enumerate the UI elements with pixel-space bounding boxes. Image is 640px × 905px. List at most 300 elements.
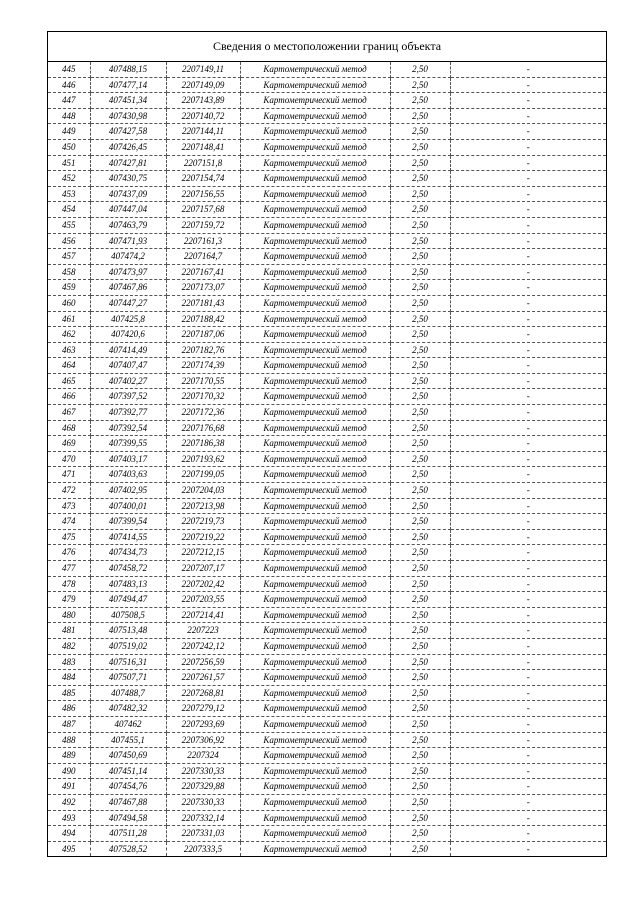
method-cell: Картометрический метод bbox=[240, 654, 390, 670]
note-cell: - bbox=[450, 420, 606, 436]
precision-cell: 2,50 bbox=[390, 420, 450, 436]
point-number-cell: 480 bbox=[48, 607, 90, 623]
boundary-sheet bbox=[47, 31, 607, 857]
method-cell: Картометрический метод bbox=[240, 62, 390, 77]
table-row bbox=[48, 233, 606, 249]
method-cell: Картометрический метод bbox=[240, 451, 390, 467]
point-number-cell: 458 bbox=[48, 264, 90, 280]
precision-cell: 2,50 bbox=[390, 202, 450, 218]
table-row bbox=[48, 810, 606, 826]
coord-y-cell: 2207330,33 bbox=[166, 763, 240, 779]
coord-y-cell: 2207332,14 bbox=[166, 810, 240, 826]
point-number-cell: 471 bbox=[48, 467, 90, 483]
table-row bbox=[48, 716, 606, 732]
coord-y-cell: 2207202,42 bbox=[166, 576, 240, 592]
method-cell: Картометрический метод bbox=[240, 826, 390, 842]
coord-x-cell: 407471,93 bbox=[90, 233, 166, 249]
coord-y-cell: 2207306,92 bbox=[166, 732, 240, 748]
point-number-cell: 445 bbox=[48, 62, 90, 77]
method-cell: Картометрический метод bbox=[240, 217, 390, 233]
method-cell: Картометрический метод bbox=[240, 685, 390, 701]
coord-x-cell: 407528,52 bbox=[90, 841, 166, 856]
note-cell: - bbox=[450, 638, 606, 654]
note-cell: - bbox=[450, 358, 606, 374]
note-cell: - bbox=[450, 233, 606, 249]
point-number-cell: 454 bbox=[48, 202, 90, 218]
point-number-cell: 450 bbox=[48, 139, 90, 155]
coord-x-cell: 407451,14 bbox=[90, 763, 166, 779]
method-cell: Картометрический метод bbox=[240, 358, 390, 374]
method-cell: Картометрический метод bbox=[240, 436, 390, 452]
coord-x-cell: 407462 bbox=[90, 716, 166, 732]
coord-y-cell: 2207182,76 bbox=[166, 342, 240, 358]
method-cell: Картометрический метод bbox=[240, 202, 390, 218]
method-cell: Картометрический метод bbox=[240, 514, 390, 530]
table-row bbox=[48, 685, 606, 701]
note-cell: - bbox=[450, 701, 606, 717]
note-cell: - bbox=[450, 108, 606, 124]
coord-y-cell: 2207173,07 bbox=[166, 280, 240, 296]
precision-cell: 2,50 bbox=[390, 436, 450, 452]
coord-x-cell: 407402,27 bbox=[90, 373, 166, 389]
precision-cell: 2,50 bbox=[390, 592, 450, 608]
precision-cell: 2,50 bbox=[390, 810, 450, 826]
coord-y-cell: 2207151,8 bbox=[166, 155, 240, 171]
precision-cell: 2,50 bbox=[390, 498, 450, 514]
table-row bbox=[48, 311, 606, 327]
coord-x-cell: 407399,54 bbox=[90, 514, 166, 530]
coord-x-cell: 407447,04 bbox=[90, 202, 166, 218]
table-row bbox=[48, 373, 606, 389]
table-row bbox=[48, 794, 606, 810]
table-row bbox=[48, 327, 606, 343]
note-cell: - bbox=[450, 592, 606, 608]
note-cell: - bbox=[450, 623, 606, 639]
point-number-cell: 449 bbox=[48, 124, 90, 140]
method-cell: Картометрический метод bbox=[240, 249, 390, 265]
note-cell: - bbox=[450, 264, 606, 280]
precision-cell: 2,50 bbox=[390, 264, 450, 280]
table-row bbox=[48, 623, 606, 639]
note-cell: - bbox=[450, 373, 606, 389]
point-number-cell: 475 bbox=[48, 529, 90, 545]
coord-x-cell: 407447,27 bbox=[90, 295, 166, 311]
precision-cell: 2,50 bbox=[390, 483, 450, 499]
point-number-cell: 482 bbox=[48, 638, 90, 654]
coord-y-cell: 2207333,5 bbox=[166, 841, 240, 856]
point-number-cell: 478 bbox=[48, 576, 90, 592]
note-cell: - bbox=[450, 498, 606, 514]
coord-y-cell: 2207164,7 bbox=[166, 249, 240, 265]
note-cell: - bbox=[450, 217, 606, 233]
note-cell: - bbox=[450, 794, 606, 810]
table-row bbox=[48, 545, 606, 561]
table-row bbox=[48, 420, 606, 436]
coord-x-cell: 407403,17 bbox=[90, 451, 166, 467]
coord-y-cell: 2207143,89 bbox=[166, 93, 240, 109]
table-row bbox=[48, 732, 606, 748]
point-number-cell: 466 bbox=[48, 389, 90, 405]
table-row bbox=[48, 124, 606, 140]
note-cell: - bbox=[450, 311, 606, 327]
table-row bbox=[48, 779, 606, 795]
point-number-cell: 481 bbox=[48, 623, 90, 639]
note-cell: - bbox=[450, 93, 606, 109]
table-row bbox=[48, 561, 606, 577]
coord-x-cell: 407426,45 bbox=[90, 139, 166, 155]
note-cell: - bbox=[450, 763, 606, 779]
precision-cell: 2,50 bbox=[390, 763, 450, 779]
coord-y-cell: 2207268,81 bbox=[166, 685, 240, 701]
precision-cell: 2,50 bbox=[390, 654, 450, 670]
coord-x-cell: 407474,2 bbox=[90, 249, 166, 265]
note-cell: - bbox=[450, 654, 606, 670]
coord-y-cell: 2207330,33 bbox=[166, 794, 240, 810]
table-row bbox=[48, 108, 606, 124]
precision-cell: 2,50 bbox=[390, 108, 450, 124]
note-cell: - bbox=[450, 249, 606, 265]
coord-x-cell: 407450,69 bbox=[90, 748, 166, 764]
coord-y-cell: 2207187,06 bbox=[166, 327, 240, 343]
coord-x-cell: 407458,72 bbox=[90, 561, 166, 577]
method-cell: Картометрический метод bbox=[240, 467, 390, 483]
point-number-cell: 483 bbox=[48, 654, 90, 670]
point-number-cell: 477 bbox=[48, 561, 90, 577]
precision-cell: 2,50 bbox=[390, 451, 450, 467]
point-number-cell: 455 bbox=[48, 217, 90, 233]
note-cell: - bbox=[450, 716, 606, 732]
table-row bbox=[48, 264, 606, 280]
coord-x-cell: 407434,73 bbox=[90, 545, 166, 561]
coord-y-cell: 2207149,09 bbox=[166, 77, 240, 93]
table-row bbox=[48, 295, 606, 311]
point-number-cell: 494 bbox=[48, 826, 90, 842]
coord-y-cell: 2207223 bbox=[166, 623, 240, 639]
point-number-cell: 473 bbox=[48, 498, 90, 514]
note-cell: - bbox=[450, 607, 606, 623]
precision-cell: 2,50 bbox=[390, 467, 450, 483]
table-row bbox=[48, 826, 606, 842]
coord-x-cell: 407473,97 bbox=[90, 264, 166, 280]
point-number-cell: 448 bbox=[48, 108, 90, 124]
point-number-cell: 474 bbox=[48, 514, 90, 530]
precision-cell: 2,50 bbox=[390, 576, 450, 592]
method-cell: Картометрический метод bbox=[240, 607, 390, 623]
point-number-cell: 467 bbox=[48, 405, 90, 421]
note-cell: - bbox=[450, 841, 606, 856]
table-row bbox=[48, 436, 606, 452]
coord-x-cell: 407414,55 bbox=[90, 529, 166, 545]
note-cell: - bbox=[450, 576, 606, 592]
table-row bbox=[48, 592, 606, 608]
point-number-cell: 469 bbox=[48, 436, 90, 452]
coord-x-cell: 407392,54 bbox=[90, 420, 166, 436]
table-row bbox=[48, 139, 606, 155]
note-cell: - bbox=[450, 436, 606, 452]
method-cell: Картометрический метод bbox=[240, 748, 390, 764]
coord-x-cell: 407488,15 bbox=[90, 62, 166, 77]
coord-y-cell: 2207186,38 bbox=[166, 436, 240, 452]
precision-cell: 2,50 bbox=[390, 732, 450, 748]
point-number-cell: 485 bbox=[48, 685, 90, 701]
method-cell: Картометрический метод bbox=[240, 171, 390, 187]
note-cell: - bbox=[450, 155, 606, 171]
note-cell: - bbox=[450, 779, 606, 795]
coord-x-cell: 407516,31 bbox=[90, 654, 166, 670]
coord-y-cell: 2207293,69 bbox=[166, 716, 240, 732]
note-cell: - bbox=[450, 405, 606, 421]
method-cell: Картометрический метод bbox=[240, 701, 390, 717]
coord-x-cell: 407507,71 bbox=[90, 670, 166, 686]
point-number-cell: 491 bbox=[48, 779, 90, 795]
table-row bbox=[48, 748, 606, 764]
coord-y-cell: 2207170,32 bbox=[166, 389, 240, 405]
note-cell: - bbox=[450, 561, 606, 577]
point-number-cell: 457 bbox=[48, 249, 90, 265]
point-number-cell: 465 bbox=[48, 373, 90, 389]
coord-y-cell: 2207329,88 bbox=[166, 779, 240, 795]
point-number-cell: 452 bbox=[48, 171, 90, 187]
precision-cell: 2,50 bbox=[390, 405, 450, 421]
point-number-cell: 490 bbox=[48, 763, 90, 779]
coord-x-cell: 407451,34 bbox=[90, 93, 166, 109]
precision-cell: 2,50 bbox=[390, 561, 450, 577]
coord-y-cell: 2207331,03 bbox=[166, 826, 240, 842]
table-row bbox=[48, 342, 606, 358]
point-number-cell: 484 bbox=[48, 670, 90, 686]
precision-cell: 2,50 bbox=[390, 607, 450, 623]
precision-cell: 2,50 bbox=[390, 249, 450, 265]
table-row bbox=[48, 576, 606, 592]
coord-y-cell: 2207176,68 bbox=[166, 420, 240, 436]
note-cell: - bbox=[450, 467, 606, 483]
method-cell: Картометрический метод bbox=[240, 311, 390, 327]
coord-x-cell: 407397,52 bbox=[90, 389, 166, 405]
table-row bbox=[48, 249, 606, 265]
method-cell: Картометрический метод bbox=[240, 264, 390, 280]
coord-x-cell: 407463,79 bbox=[90, 217, 166, 233]
coord-x-cell: 407477,14 bbox=[90, 77, 166, 93]
method-cell: Картометрический метод bbox=[240, 561, 390, 577]
precision-cell: 2,50 bbox=[390, 139, 450, 155]
precision-cell: 2,50 bbox=[390, 389, 450, 405]
point-number-cell: 460 bbox=[48, 295, 90, 311]
note-cell: - bbox=[450, 295, 606, 311]
precision-cell: 2,50 bbox=[390, 685, 450, 701]
precision-cell: 2,50 bbox=[390, 280, 450, 296]
method-cell: Картометрический метод bbox=[240, 841, 390, 856]
coord-y-cell: 2207181,43 bbox=[166, 295, 240, 311]
method-cell: Картометрический метод bbox=[240, 139, 390, 155]
point-number-cell: 479 bbox=[48, 592, 90, 608]
coord-x-cell: 407430,98 bbox=[90, 108, 166, 124]
coord-x-cell: 407399,55 bbox=[90, 436, 166, 452]
precision-cell: 2,50 bbox=[390, 233, 450, 249]
coord-x-cell: 407494,58 bbox=[90, 810, 166, 826]
coord-y-cell: 2207154,74 bbox=[166, 171, 240, 187]
table-row bbox=[48, 514, 606, 530]
note-cell: - bbox=[450, 529, 606, 545]
coord-y-cell: 2207144,11 bbox=[166, 124, 240, 140]
note-cell: - bbox=[450, 451, 606, 467]
coord-x-cell: 407403,63 bbox=[90, 467, 166, 483]
method-cell: Картометрический метод bbox=[240, 592, 390, 608]
method-cell: Картометрический метод bbox=[240, 373, 390, 389]
coordinates-table-body bbox=[48, 62, 606, 856]
precision-cell: 2,50 bbox=[390, 716, 450, 732]
coord-x-cell: 407454,76 bbox=[90, 779, 166, 795]
coord-y-cell: 2207261,57 bbox=[166, 670, 240, 686]
precision-cell: 2,50 bbox=[390, 93, 450, 109]
coord-x-cell: 407482,32 bbox=[90, 701, 166, 717]
coord-x-cell: 407414,49 bbox=[90, 342, 166, 358]
note-cell: - bbox=[450, 186, 606, 202]
coord-y-cell: 2207161,3 bbox=[166, 233, 240, 249]
precision-cell: 2,50 bbox=[390, 217, 450, 233]
precision-cell: 2,50 bbox=[390, 77, 450, 93]
point-number-cell: 492 bbox=[48, 794, 90, 810]
coord-y-cell: 2207140,72 bbox=[166, 108, 240, 124]
method-cell: Картометрический метод bbox=[240, 280, 390, 296]
point-number-cell: 453 bbox=[48, 186, 90, 202]
coord-x-cell: 407407,47 bbox=[90, 358, 166, 374]
method-cell: Картометрический метод bbox=[240, 638, 390, 654]
coord-x-cell: 407430,75 bbox=[90, 171, 166, 187]
coord-y-cell: 2207149,11 bbox=[166, 62, 240, 77]
point-number-cell: 464 bbox=[48, 358, 90, 374]
method-cell: Картометрический метод bbox=[240, 93, 390, 109]
table-row bbox=[48, 77, 606, 93]
precision-cell: 2,50 bbox=[390, 670, 450, 686]
note-cell: - bbox=[450, 389, 606, 405]
coord-x-cell: 407420,6 bbox=[90, 327, 166, 343]
method-cell: Картометрический метод bbox=[240, 483, 390, 499]
precision-cell: 2,50 bbox=[390, 701, 450, 717]
precision-cell: 2,50 bbox=[390, 748, 450, 764]
coord-x-cell: 407427,58 bbox=[90, 124, 166, 140]
precision-cell: 2,50 bbox=[390, 155, 450, 171]
note-cell: - bbox=[450, 202, 606, 218]
table-row bbox=[48, 763, 606, 779]
table-row bbox=[48, 670, 606, 686]
point-number-cell: 461 bbox=[48, 311, 90, 327]
method-cell: Картометрический метод bbox=[240, 295, 390, 311]
table-row bbox=[48, 358, 606, 374]
precision-cell: 2,50 bbox=[390, 638, 450, 654]
method-cell: Картометрический метод bbox=[240, 763, 390, 779]
coord-x-cell: 407511,28 bbox=[90, 826, 166, 842]
point-number-cell: 493 bbox=[48, 810, 90, 826]
table-row bbox=[48, 405, 606, 421]
method-cell: Картометрический метод bbox=[240, 779, 390, 795]
coord-x-cell: 407467,86 bbox=[90, 280, 166, 296]
precision-cell: 2,50 bbox=[390, 186, 450, 202]
method-cell: Картометрический метод bbox=[240, 342, 390, 358]
note-cell: - bbox=[450, 483, 606, 499]
point-number-cell: 451 bbox=[48, 155, 90, 171]
method-cell: Картометрический метод bbox=[240, 529, 390, 545]
table-row bbox=[48, 701, 606, 717]
page-title: Сведения о местоположении границ объекта bbox=[48, 32, 606, 62]
note-cell: - bbox=[450, 139, 606, 155]
coord-x-cell: 407427,81 bbox=[90, 155, 166, 171]
coord-y-cell: 2207172,36 bbox=[166, 405, 240, 421]
coord-x-cell: 407467,88 bbox=[90, 794, 166, 810]
note-cell: - bbox=[450, 685, 606, 701]
point-number-cell: 470 bbox=[48, 451, 90, 467]
note-cell: - bbox=[450, 670, 606, 686]
note-cell: - bbox=[450, 62, 606, 77]
note-cell: - bbox=[450, 124, 606, 140]
coord-x-cell: 407437,09 bbox=[90, 186, 166, 202]
method-cell: Картометрический метод bbox=[240, 155, 390, 171]
note-cell: - bbox=[450, 826, 606, 842]
coord-y-cell: 2207148,41 bbox=[166, 139, 240, 155]
point-number-cell: 489 bbox=[48, 748, 90, 764]
coord-x-cell: 407488,7 bbox=[90, 685, 166, 701]
table-row bbox=[48, 607, 606, 623]
precision-cell: 2,50 bbox=[390, 623, 450, 639]
precision-cell: 2,50 bbox=[390, 124, 450, 140]
method-cell: Картометрический метод bbox=[240, 670, 390, 686]
method-cell: Картометрический метод bbox=[240, 716, 390, 732]
method-cell: Картометрический метод bbox=[240, 545, 390, 561]
point-number-cell: 488 bbox=[48, 732, 90, 748]
coord-y-cell: 2207213,98 bbox=[166, 498, 240, 514]
coord-x-cell: 407519,02 bbox=[90, 638, 166, 654]
point-number-cell: 463 bbox=[48, 342, 90, 358]
note-cell: - bbox=[450, 545, 606, 561]
method-cell: Картометрический метод bbox=[240, 810, 390, 826]
precision-cell: 2,50 bbox=[390, 62, 450, 77]
point-number-cell: 472 bbox=[48, 483, 90, 499]
precision-cell: 2,50 bbox=[390, 779, 450, 795]
coord-x-cell: 407392,77 bbox=[90, 405, 166, 421]
table-row bbox=[48, 62, 606, 77]
point-number-cell: 486 bbox=[48, 701, 90, 717]
coord-y-cell: 2207170,55 bbox=[166, 373, 240, 389]
point-number-cell: 447 bbox=[48, 93, 90, 109]
coord-x-cell: 407508,5 bbox=[90, 607, 166, 623]
precision-cell: 2,50 bbox=[390, 295, 450, 311]
table-row bbox=[48, 186, 606, 202]
note-cell: - bbox=[450, 280, 606, 296]
note-cell: - bbox=[450, 810, 606, 826]
coord-y-cell: 2207219,73 bbox=[166, 514, 240, 530]
precision-cell: 2,50 bbox=[390, 327, 450, 343]
precision-cell: 2,50 bbox=[390, 826, 450, 842]
precision-cell: 2,50 bbox=[390, 841, 450, 856]
coord-y-cell: 2207157,68 bbox=[166, 202, 240, 218]
coord-y-cell: 2207203,55 bbox=[166, 592, 240, 608]
coord-y-cell: 2207242,12 bbox=[166, 638, 240, 654]
table-row bbox=[48, 389, 606, 405]
table-row bbox=[48, 638, 606, 654]
table-row bbox=[48, 202, 606, 218]
method-cell: Картометрический метод bbox=[240, 233, 390, 249]
coord-y-cell: 2207256,59 bbox=[166, 654, 240, 670]
coord-y-cell: 2207204,03 bbox=[166, 483, 240, 499]
coord-y-cell: 2207156,55 bbox=[166, 186, 240, 202]
coord-y-cell: 2207174,39 bbox=[166, 358, 240, 374]
coord-y-cell: 2207167,41 bbox=[166, 264, 240, 280]
coord-y-cell: 2207193,62 bbox=[166, 451, 240, 467]
precision-cell: 2,50 bbox=[390, 514, 450, 530]
point-number-cell: 487 bbox=[48, 716, 90, 732]
note-cell: - bbox=[450, 732, 606, 748]
method-cell: Картометрический метод bbox=[240, 794, 390, 810]
coord-x-cell: 407455,1 bbox=[90, 732, 166, 748]
